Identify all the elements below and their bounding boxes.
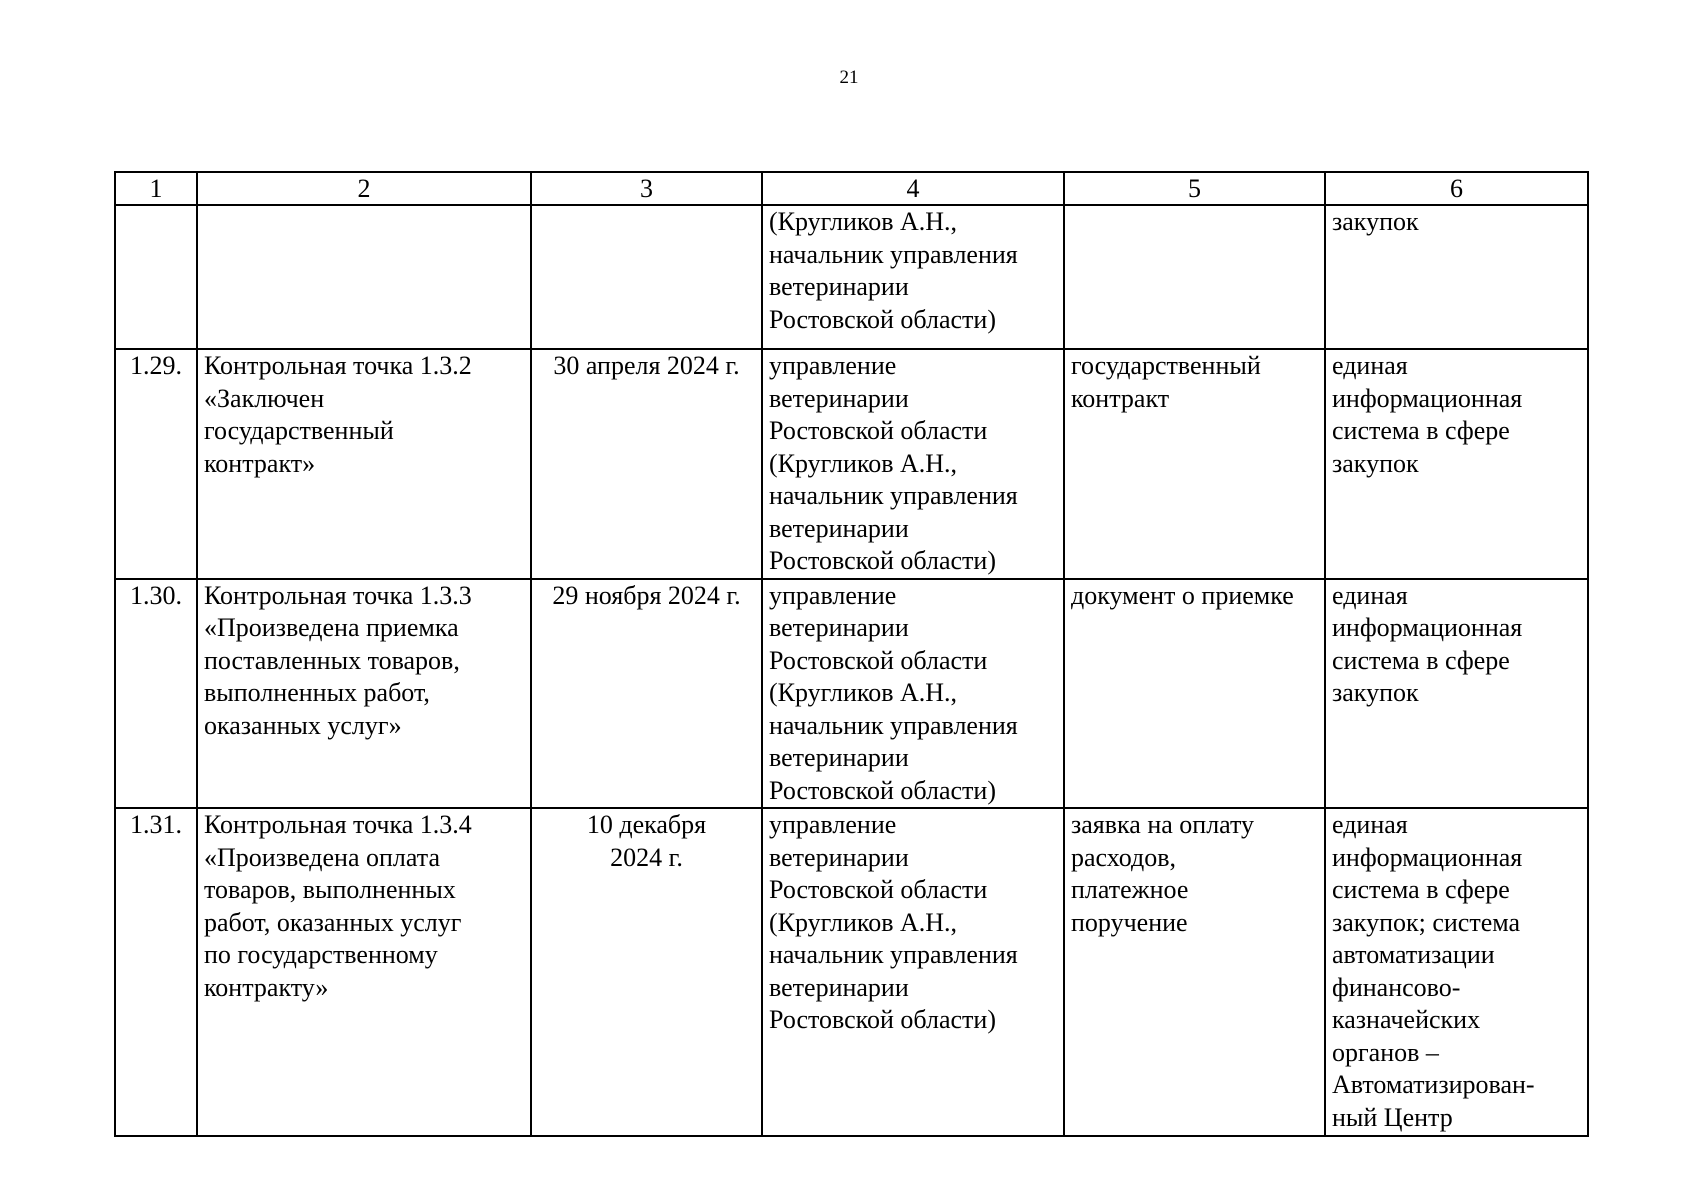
- event-name-cell: Контрольная точка 1.3.4 «Произведена оплата товаров, выполненных работ, оказанных услуг по государственному контракту»: [197, 808, 531, 1136]
- table-row: [115, 808, 1588, 1136]
- responsible-cell: управление ветеринарии Ростовской области (Кругликов А.Н., начальник управления ветеринарии Ростовской области): [762, 579, 1064, 809]
- information-system-cell: единая информационная система в сфере закупок: [1325, 349, 1588, 579]
- document-cell: государственный контракт: [1064, 349, 1325, 579]
- responsible-cell: управление ветеринарии Ростовской области (Кругликов А.Н., начальник управления ветеринарии Ростовской области): [762, 808, 1064, 1136]
- row-number-cell: [115, 205, 197, 349]
- control-points-table: [114, 171, 1589, 1137]
- page-number: 21: [839, 67, 859, 88]
- column-header: 2: [197, 172, 531, 205]
- column-header: 4: [762, 172, 1064, 205]
- row-number-cell: 1.31.: [115, 808, 197, 1136]
- column-header: 3: [531, 172, 762, 205]
- column-header: 5: [1064, 172, 1325, 205]
- information-system-cell: единая информационная система в сфере закупок; система автоматизации финансово- казначейских органов – Автоматизирован- ный Центр: [1325, 808, 1588, 1136]
- date-cell: 30 апреля 2024 г.: [531, 349, 762, 579]
- responsible-cell: управление ветеринарии Ростовской области (Кругликов А.Н., начальник управления ветеринарии Ростовской области): [762, 349, 1064, 579]
- table-row: [115, 349, 1588, 579]
- date-cell: 10 декабря 2024 г.: [531, 808, 762, 1136]
- date-cell: [531, 205, 762, 349]
- row-number-cell: 1.30.: [115, 579, 197, 809]
- event-name-cell: Контрольная точка 1.3.2 «Заключен государственный контракт»: [197, 349, 531, 579]
- table-row: [115, 205, 1588, 349]
- column-header: 1: [115, 172, 197, 205]
- table-header-row: [115, 172, 1588, 205]
- information-system-cell: закупок: [1325, 205, 1588, 349]
- row-number-cell: 1.29.: [115, 349, 197, 579]
- responsible-cell: (Кругликов А.Н., начальник управления ветеринарии Ростовской области): [762, 205, 1064, 349]
- event-name-cell: Контрольная точка 1.3.3 «Произведена приемка поставленных товаров, выполненных работ, оказанных услуг»: [197, 579, 531, 809]
- date-cell: 29 ноября 2024 г.: [531, 579, 762, 809]
- information-system-cell: единая информационная система в сфере закупок: [1325, 579, 1588, 809]
- document-cell: документ о приемке: [1064, 579, 1325, 809]
- table-row: [115, 579, 1588, 809]
- event-name-cell: [197, 205, 531, 349]
- document-cell: [1064, 205, 1325, 349]
- document-cell: заявка на оплату расходов, платежное поручение: [1064, 808, 1325, 1136]
- column-header: 6: [1325, 172, 1588, 205]
